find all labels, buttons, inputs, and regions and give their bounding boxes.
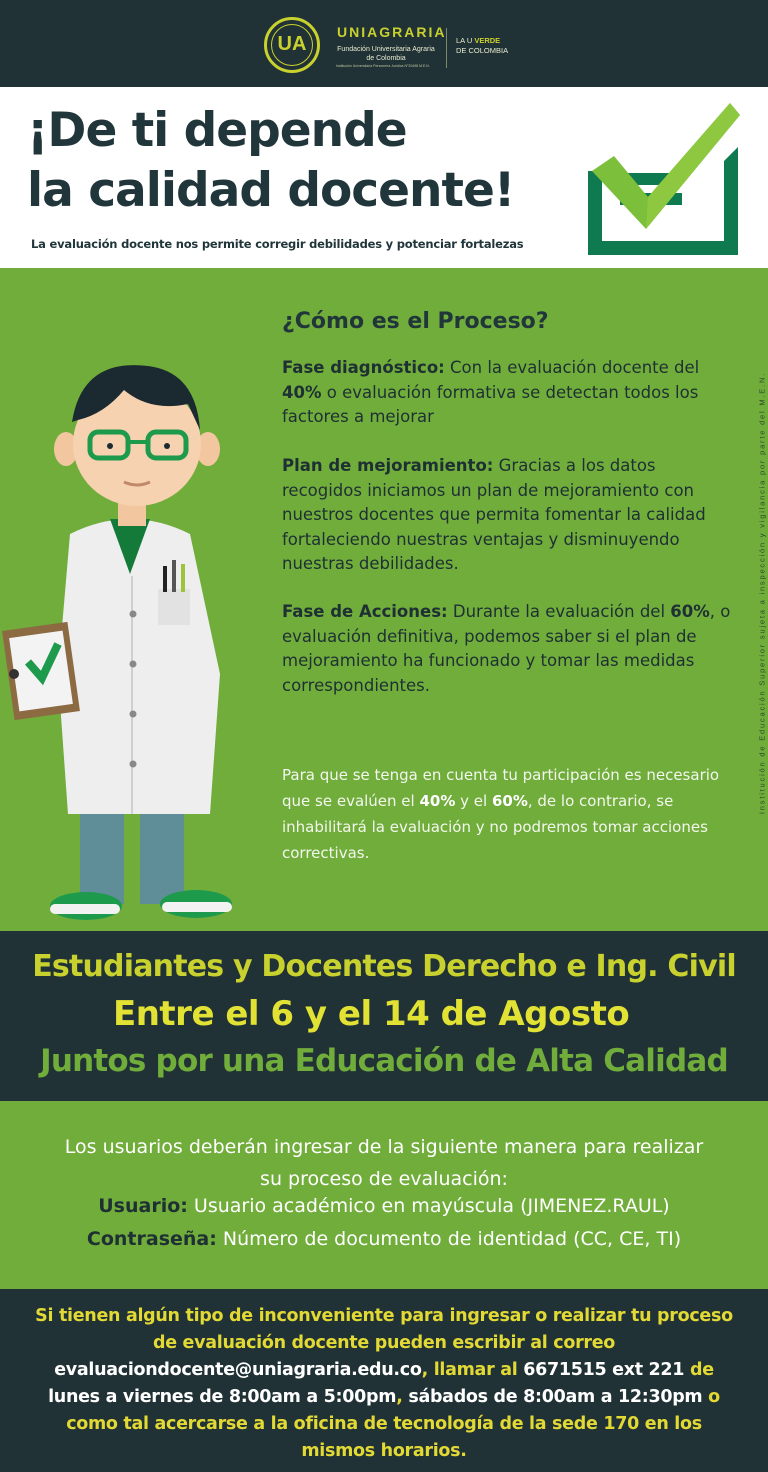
student-illustration-icon: [0, 344, 250, 924]
login-instructions: [0, 1101, 768, 1289]
brand-legal-note: Institución Universitaria Personería Jurídica N°20498 M.E.N.: [336, 64, 430, 68]
brand-slogan: LA U VERDE DE COLOMBIA: [456, 36, 509, 55]
legal-vertical-text: Institución de Educación Superior sujeta a inspección y vigilancia por parte del M.E.N.: [757, 371, 767, 815]
username-instruction: Usuario: Usuario académico en mayúscula (JIMENEZ.RAUL): [98, 1195, 670, 1217]
password-instruction: Contraseña: Número de documento de identidad (CC, CE, TI): [86, 1228, 682, 1250]
login-intro: Los usuarios deberán ingresar de la siguiente manera para realizar su proceso de evaluación:: [64, 1136, 704, 1190]
dates-line: Entre el 6 y el 14 de Agosto: [113, 994, 630, 1034]
participation-note: Para que se tenga en cuenta tu participación es necesario que se evalúen el 40% y el 60%, de lo contrario, se inhabilitará la evaluación y no podremos tomar acciones correctivas.: [282, 766, 720, 862]
process-section: [0, 268, 768, 931]
motto-line: Juntos por una Educación de Alta Calidad: [40, 1043, 728, 1079]
brand-subtitle: Fundación Universitaria Agraria de Colombia: [337, 46, 435, 62]
page-subtitle: La evaluación docente nos permite corregir debilidades y potenciar fortalezas: [31, 237, 524, 251]
phase-diagnostic: Fase diagnóstico: Con la evaluación docente del 40% o evaluación formativa se detectan todos los factores a mejorar: [282, 358, 700, 426]
audience-line: Estudiantes y Docentes Derecho e Ing. Civil: [32, 949, 736, 984]
page-title: ¡De ti depende la calidad docente!: [27, 103, 515, 218]
brand-name: UNIAGRARIA: [337, 24, 447, 40]
logo-divider: [446, 28, 447, 68]
support-phone: 6671515 ext 221: [523, 1360, 685, 1380]
process-heading: ¿Cómo es el Proceso?: [282, 309, 549, 334]
dates-banner: [0, 931, 768, 1101]
phase-actions: Fase de Acciones: Durante la evaluación del 60%, o evaluación definitiva, podemos saber si el plan de mejoramiento ha funcionado y tomar las medidas correspondientes.: [282, 602, 731, 695]
checkmark-form-icon: [584, 101, 744, 256]
support-email-link[interactable]: evaluaciondocente@uniagraria.edu.co: [54, 1360, 422, 1380]
hero-section: [0, 87, 768, 268]
support-footer: [0, 1289, 768, 1472]
uniagraria-logo-icon: UA: [264, 17, 320, 73]
support-text: Si tienen algún tipo de inconveniente para ingresar o realizar tu proceso de evaluación docente pueden escribir al correo evaluaciondocente@uniagraria.edu.co, llamar al 6671515 ext 221 de lunes a viernes de 8:00am a 5:00pm, sábados de 8:00am a 12:30pm o como tal acercarse a la oficina de tecnología de la sede 170 en los mismos horarios.: [35, 1306, 733, 1461]
header-bar: [0, 0, 768, 87]
phase-improvement-plan: Plan de mejoramiento: Gracias a los datos recogidos iniciamos un plan de mejoramiento con nuestros docentes que permita fomentar la calidad fortaleciendo nuestras ventajas y disminuyendo nuestras debilidades.: [282, 456, 706, 573]
